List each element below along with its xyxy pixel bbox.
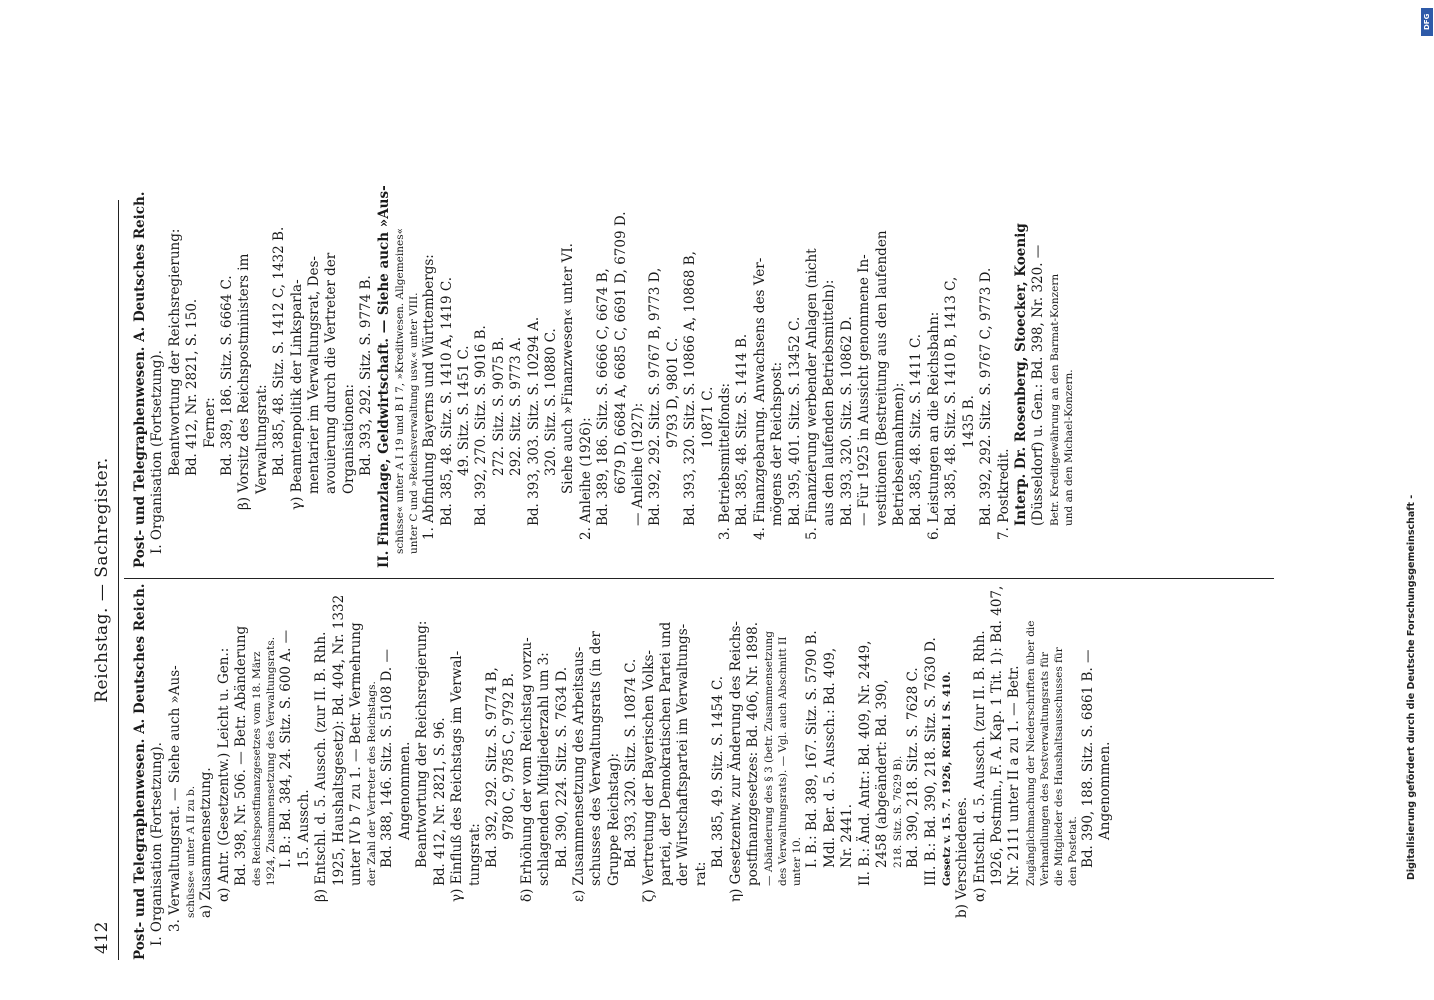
index-entry-line: Interp. Dr. Rosenberg, Stoecker, Koenig [1012,223,1029,526]
index-entry-line: 6. Leistungen an die Reichsbahn: [925,311,942,540]
index-entry-line: Bd. 392, 292. Sitz. S. 9774 B, [483,667,500,868]
index-entry-line: Bd. 390, 224. Sitz. S. 7634 D. [553,666,570,868]
index-entry-line: mentarier im Verwaltungsrat, Des- [306,256,323,494]
index-entry-line: 1. Abfindung Bayerns und Württembergs: [421,254,438,540]
index-entry-line: II. B.: Änd. Antr.: Bd. 409, Nr. 2449, [856,640,873,886]
index-entry-line: Bd. 390, 218. Sitz. S. 7628 C. [905,667,922,868]
index-entry-line: Betriebseinnahmen): [891,382,908,526]
index-entry-line: Verwaltungsrat: [253,384,270,494]
index-entry-line: 9780 C, 9785 C, 9792 B. [501,672,518,840]
index-entry-line: Bd. 393, 292. Sitz. S. 9774 B. [358,275,375,476]
index-entry-line: Angenommen. [1097,741,1114,840]
index-entry-line: Bd. 393, 303. Sitz. S. 10294 A. [525,316,542,526]
dfg-logo: DFG [1421,8,1433,36]
left-column [132,583,1115,960]
index-entry-line: 49. Sitz. S. 1451 C. [455,345,472,476]
index-entry-line: Bd. 385, 48. Sitz. S. 1412 C, 1432 B. [271,226,288,476]
index-entry-line: unter IV b 7 zu 1. — Betr. Vermehrung [348,622,365,886]
index-entry-line: 272. Sitz. S. 9075 B. [490,336,507,476]
page-number: 412 [92,921,112,954]
index-entry-line: vestitionen (Bestreitung aus den laufenden [873,230,890,526]
index-entry-line: des Verwaltungsrats). — Vgl. auch Abschnitt II [777,636,790,886]
index-entry-line: Bd. 389, 186. Sitz. S. 6666 C, 6674 B, [595,268,612,526]
index-entry-line: Bd. 392, 270. Sitz. S. 9016 B. [473,325,490,526]
index-entry-line: 1435 B. [960,395,977,448]
index-entry-line: I. B.: Bd. 384, 24. Sitz. S. 600 A. — [278,629,295,868]
index-entry-line: rat: [692,861,709,886]
index-entry-line: 1926, Postmin., F. A. Kap. 1 Tit. 1): Bd. 407, [989,585,1006,886]
index-entry-line: Post- und Telegraphenwesen. A. Deutsches Reich. [132,583,148,960]
index-entry-line: δ) Erhöhung der vom Reichstag vorzu- [518,637,535,902]
index-entry-line: Zugänglichmachung der Niederschriften über die [1024,620,1037,886]
index-entry-line: unter C und »Reichsverwaltung usw.« unter VIII. [408,292,421,554]
index-entry-line: 10871 C. [699,386,716,448]
index-entry-line: Ferner: [201,397,218,448]
index-entry-line: a) Zusammensetzung. [198,767,215,918]
index-entry-line: 2. Anleihe (1926): [577,417,594,540]
index-entry-line: unter 10. [791,836,804,886]
index-entry-line: — Anleihe (1927): [629,402,646,526]
index-entry-line: I. Organisation (Fortsetzung). [149,350,166,554]
index-entry-line: 7. Postkredit. [995,448,1012,540]
index-entry-line: Bd. 412, Nr. 2821, S. 96. [431,717,448,886]
index-entry-line: Mdl. Ber. d. 5. Aussch.: Bd. 409, [821,647,838,868]
index-entry-line: tungsrat: [466,823,483,886]
index-entry-line: ζ) Vertretung der Bayerischen Volks- [640,650,657,902]
index-entry-line: Nr. 2441. [839,803,856,868]
index-entry-line: schüsse« unter A I 19 und B I 7, »Kreditwesen. Allgemeines« [394,227,407,554]
index-entry-line: η) Gesetzentw. zur Änderung des Reichs- [727,621,744,902]
index-entry-line: 2458 (abgeändert: Bd. 390, [874,679,891,868]
index-entry-line: III. B.: Bd. 390, 218. Sitz. S. 7630 D. [922,637,939,886]
index-entry-line: Post- und Telegraphenwesen. A. Deutsches Reich. [132,191,148,568]
index-entry-line: den Postetat. [1066,816,1079,886]
index-entry-line: — Für 1925 in Aussicht genommene In- [856,254,873,526]
document-page [80,185,1290,960]
index-entry-line: Bd. 398, Nr. 506. — Betr. Abänderung [233,625,250,886]
index-entry-line: Bd. 393, 320. Sitz. S. 10874 C. [623,658,640,868]
index-entry-line: 15. Aussch. [295,789,312,868]
index-entry-line: Bd. 388, 146. Sitz. S. 5108 D. — [379,649,396,868]
index-entry-line: 4. Finanzgebarung. Anwachsens des Ver- [751,257,768,540]
index-entry-line: Beantwortung der Reichsregierung: [414,620,431,868]
index-entry-line: β) Entschl. d. 5. Aussch. (zur II. B. Rhh. [313,631,330,902]
index-entry-line: Angenommen. [396,741,413,840]
index-entry-line: I. B.: Bd. 389, 167. Sitz. S. 5790 B. [804,630,821,868]
index-entry-line: Bd. 385, 48. Sitz. S. 1411 C. [908,333,925,526]
index-entry-line: Bd. 389, 186. Sitz. S. 6664 C. [219,275,236,476]
index-entry-line: Organisationen: [340,384,357,494]
index-entry-line: 3. Verwaltungsrat. — Siehe auch »Aus- [166,665,183,932]
index-entry-line: α) Entschl. d. 5. Aussch. (zur II. B. Rhh. [971,630,988,902]
right-column [132,185,1076,568]
index-entry-line: 218. Sitz. S. 7629 B). [892,755,905,868]
index-entry-line: des Reichspostfinanzgesetzes vom 18. März [251,651,264,886]
index-entry-line: Verhandlungen des Postverwaltungsrats für [1038,651,1051,886]
index-entry-line: und an den Michael-Konzern. [1062,369,1075,526]
index-entry-line: Siehe auch »Finanzwesen« unter VI. [560,243,577,494]
index-entry-line: — Abänderung des § 3 (betr. Zusammensetzung [763,631,776,886]
index-entry-line: ε) Zusammensetzung des Arbeitsaus- [570,646,587,902]
index-entry-line: Nr. 2111 unter II a zu 1. — Betr. [1006,665,1023,886]
index-entry-line: (Düsseldorf) u. Gen.: Bd. 398, Nr. 320. — [1030,244,1047,526]
index-entry-line: Beantwortung der Reichsregierung: [166,228,183,476]
index-entry-line: Bd. 390, 188. Sitz. S. 6861 B. — [1079,649,1096,868]
index-entry-line: Gesetz v. 15. 7. 1926, RGBl. I S. 410. [941,671,954,886]
index-entry-line: Bd. 393, 320. Sitz. S. 10866 A, 10868 B, [682,251,699,526]
index-entry-line: 1925, Haushaltsgesetz): Bd. 404, Nr. 1332 [330,594,347,886]
index-entry-line: γ) Beamtenpolitik der Linksparla- [288,279,305,510]
index-entry-line: schlagenden Mitgliederzahl um 3: [536,652,553,886]
index-entry-line: mögens der Reichspost: [769,361,786,526]
index-entry-line: β) Vorsitz des Reichspostministers im [236,253,253,510]
index-entry-line: der Zahl der Vertreter des Reichstags. [366,681,379,886]
column-divider [124,578,1274,579]
index-entry-line: Bd. 385, 48. Sitz. S. 1410 A, 1419 C. [438,276,455,526]
index-entry-line: 1924, Zusammensetzung des Verwaltungsrats. [265,636,278,886]
index-entry-line: Bd. 395, 401. Sitz. S. 13452 C. [786,316,803,526]
running-title: Reichstag. — Sachregister. [92,457,112,703]
index-entry-line: Bd. 393, 320. Sitz. S. 10862 D. [838,316,855,526]
index-entry-line: der Wirtschaftspartei im Verwaltungs- [675,623,692,886]
index-entry-line: schüsse« unter A II zu b. [185,785,198,918]
index-entry-line: Bd. 392, 292. Sitz. S. 9767 B, 9773 D, [647,267,664,526]
index-entry-line: II. Finanzlage, Geldwirtschaft. — Siehe auch »Aus- [375,185,392,568]
index-entry-line: postfinanzgesetzes: Bd. 406, Nr. 1898. [745,621,761,886]
index-entry-line: γ) Einfluß des Reichstags im Verwal- [449,650,466,902]
index-entry-line: α) Antr. (Gesetzentw.) Leicht u. Gen.: [215,647,232,902]
index-entry-line: 5. Finanzierung werbender Anlagen (nicht [804,248,821,540]
index-entry-line: die Mitglieder des Haushaltsausschusses für [1052,647,1065,886]
index-entry-line: I. Organisation (Fortsetzung). [149,742,166,946]
index-entry-line: aus den laufenden Betriebsmitteln): [821,279,838,526]
funding-note: Digitalisierung gefördert durch die Deutsche Forschungsgemeinschaft - [1406,494,1417,880]
index-entry-line: Bd. 385, 48. Sitz. S. 1414 B. [734,333,751,526]
index-entry-line: b) Verschiedenes. [954,796,971,918]
index-entry-line: Bd. 412, Nr. 2821, S. 150. [184,298,201,476]
index-entry-line: schusses des Verwaltungsrats (in der [588,631,605,886]
index-entry-line: Bd. 385, 49. Sitz. S. 1454 C. [710,675,727,868]
index-entry-line: Bd. 392, 292. Sitz. S. 9767 C, 9773 D. [978,267,995,526]
index-entry-line: 292. Sitz. S. 9773 A. [508,336,525,476]
index-entry-line: partei, der Demokratischen Partei und [657,621,674,886]
index-entry-line: 320. Sitz. S. 10880 C. [542,328,559,476]
index-entry-line: Gruppe Reichstag): [605,752,622,886]
index-entry-line: 3. Betriebsmittelfonds: [717,382,733,540]
index-entry-line: Bd. 385, 48. Sitz. S. 1410 B, 1413 C, [943,276,960,526]
index-entry-line: 6679 D, 6684 A, 6685 C, 6691 D, 6709 D. [612,211,629,494]
index-entry-line: 9793 D, 9801 C. [664,337,681,448]
index-entry-line: avouierung durch die Vertreter der [323,252,340,494]
index-entry-line: Betr. Kreditgewährung an den Barmat-Konzern [1048,273,1061,526]
header-rule [118,200,119,960]
